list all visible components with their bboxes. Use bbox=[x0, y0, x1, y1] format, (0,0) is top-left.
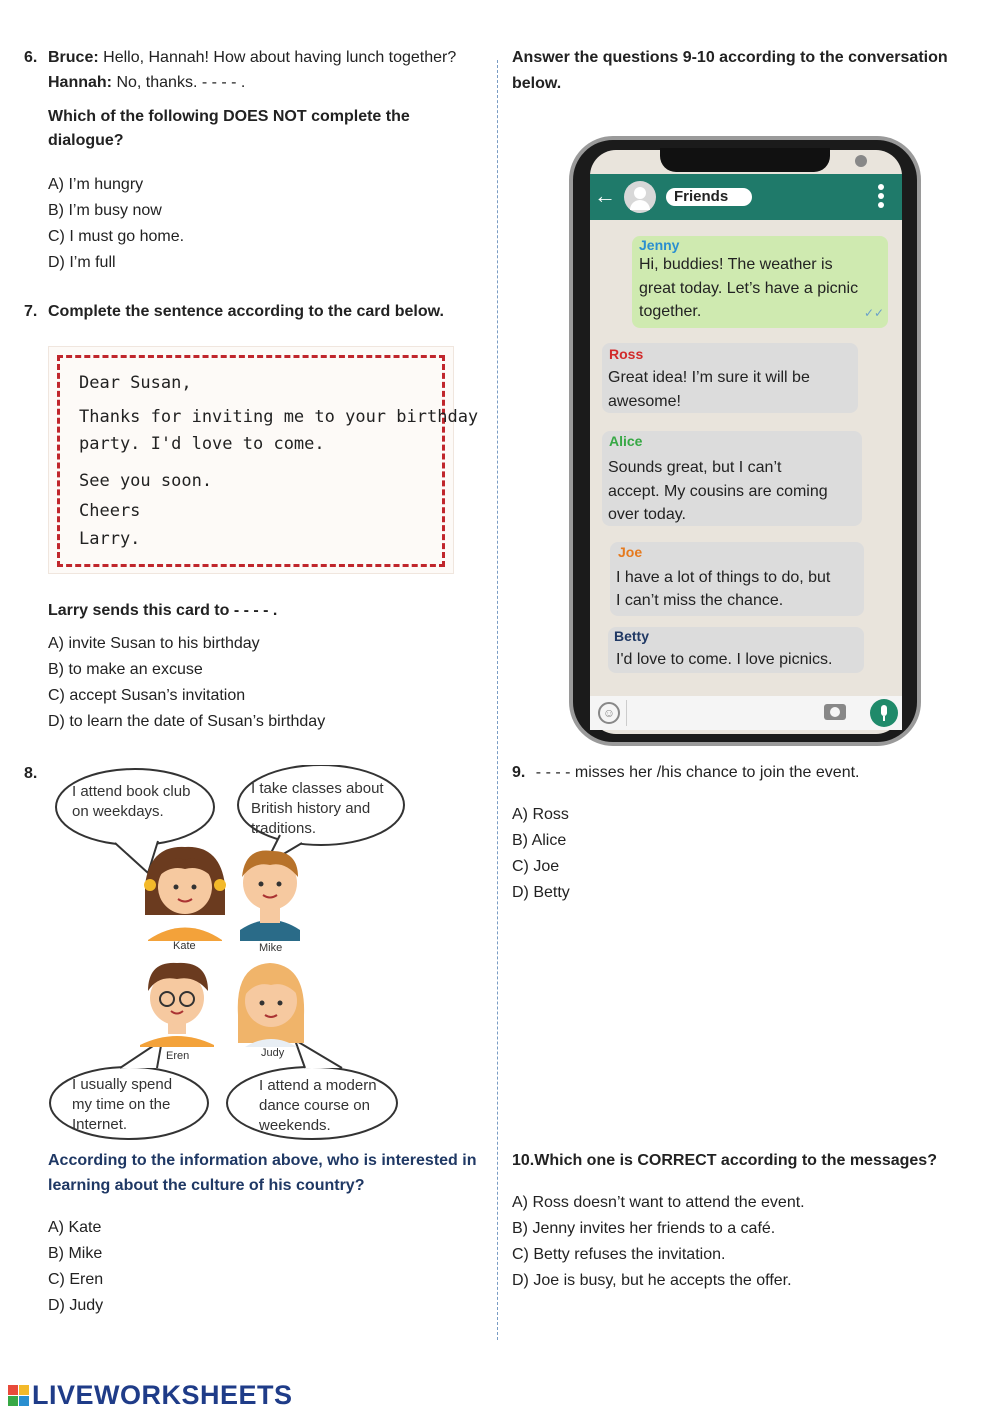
message-alice-name: Alice bbox=[609, 433, 643, 449]
q9-option-a[interactable]: A) Ross bbox=[512, 806, 569, 823]
judy-speech-line1: I attend a modern bbox=[259, 1077, 377, 1094]
mike-speech-line2: British history and bbox=[251, 800, 371, 817]
q6-dialogue-line1 bbox=[48, 46, 456, 70]
eren-name: Eren bbox=[166, 1050, 190, 1062]
q9-option-c[interactable]: C) Joe bbox=[512, 858, 560, 875]
q9-option-d[interactable]: D) Betty bbox=[512, 884, 570, 901]
microphone-icon[interactable] bbox=[870, 699, 898, 727]
q6-option-b[interactable]: B) I’m busy now bbox=[48, 202, 162, 219]
menu-dots-icon[interactable] bbox=[878, 184, 886, 208]
q6-question-line1: Which of the following DOES NOT complete the bbox=[48, 108, 410, 125]
emoji-icon[interactable]: ☺ bbox=[598, 702, 620, 724]
q6-line2: No, thanks. - - - - . bbox=[116, 74, 246, 91]
eren-speech-line2: my time on the bbox=[72, 1096, 171, 1113]
q7-option-d[interactable]: D) to learn the date of Susan’s birthday bbox=[48, 713, 326, 730]
q6-option-a[interactable]: A) I’m hungry bbox=[48, 176, 144, 193]
q9-question: - - - - misses her /his chance to join the event. bbox=[535, 764, 860, 781]
q6-option-d[interactable]: D) I’m full bbox=[48, 254, 116, 271]
q7-option-b[interactable]: B) to make an excuse bbox=[48, 661, 203, 678]
message-ross-line2: awesome! bbox=[608, 393, 681, 410]
message-jenny-line2: great today. Let’s have a picnic bbox=[639, 280, 859, 297]
phone-notch bbox=[660, 148, 830, 172]
q7-question: Larry sends this card to - - - - . bbox=[48, 602, 278, 619]
mike-avatar bbox=[240, 851, 300, 941]
q6-speaker2: Hannah: bbox=[48, 74, 112, 91]
judy-avatar bbox=[238, 963, 304, 1047]
q8-option-a[interactable]: A) Kate bbox=[48, 1219, 102, 1236]
q8-option-b[interactable]: B) Mike bbox=[48, 1245, 103, 1262]
message-joe-line1: I have a lot of things to do, but bbox=[616, 569, 831, 586]
message-joe-line2: I can’t miss the chance. bbox=[616, 592, 784, 609]
q10-option-c[interactable]: C) Betty refuses the invitation. bbox=[512, 1246, 726, 1263]
message-alice-line1: Sounds great, but I can’t bbox=[608, 459, 782, 476]
liveworksheets-logo-icon bbox=[8, 1385, 30, 1407]
kate-speech-line1: I attend book club bbox=[72, 783, 191, 800]
card-greeting: Dear Susan, bbox=[79, 373, 192, 393]
chat-input-bar[interactable] bbox=[590, 696, 902, 730]
eren-speech-line1: I usually spend bbox=[72, 1076, 173, 1093]
judy-name: Judy bbox=[261, 1047, 285, 1059]
q6-option-c[interactable]: C) I must go home. bbox=[48, 228, 185, 245]
message-jenny-line1: Hi, buddies! The weather is bbox=[639, 256, 833, 273]
message-ross-name: Ross bbox=[609, 346, 644, 362]
card-body-line1: Thanks for inviting me to your birthday bbox=[79, 407, 479, 427]
kate-speech-line2: on weekdays. bbox=[72, 803, 164, 820]
mike-name: Mike bbox=[259, 942, 283, 954]
judy-speech-line3: weekends. bbox=[259, 1117, 331, 1134]
message-jenny-line3: together. bbox=[639, 303, 702, 320]
q8-option-d[interactable]: D) Judy bbox=[48, 1297, 104, 1314]
right-intro-line2: below. bbox=[512, 75, 562, 92]
mike-speech-line1: I take classes about bbox=[251, 780, 384, 797]
message-alice-line2: accept. My cousins are coming bbox=[608, 483, 828, 500]
q6-number: 6. bbox=[24, 49, 38, 66]
judy-speech-line2: dance course on bbox=[259, 1097, 370, 1114]
q7-title: Complete the sentence according to the card below. bbox=[48, 303, 444, 320]
card-closing1: See you soon. bbox=[79, 471, 213, 491]
q10-option-a[interactable]: A) Ross doesn’t want to attend the event. bbox=[512, 1194, 805, 1211]
liveworksheets-logo[interactable]: LIVEWORKSHEETS bbox=[32, 1380, 293, 1410]
kate-avatar bbox=[144, 847, 226, 941]
q8-question-line2: learning about the culture of his country? bbox=[48, 1177, 365, 1194]
q6-dialogue-line2 bbox=[48, 71, 245, 95]
camera-icon[interactable] bbox=[824, 704, 846, 720]
input-divider bbox=[626, 700, 627, 726]
q7-option-c[interactable]: C) accept Susan’s invitation bbox=[48, 687, 246, 704]
mike-speech-line3: traditions. bbox=[251, 820, 317, 837]
group-name[interactable]: Friends bbox=[666, 188, 752, 206]
message-betty-name: Betty bbox=[614, 628, 650, 644]
q10-title: 10.Which one is CORRECT according to the messages? bbox=[512, 1152, 937, 1169]
message-joe-name: Joe bbox=[618, 544, 643, 560]
eren-speech-line3: Internet. bbox=[72, 1116, 128, 1133]
kate-name: Kate bbox=[173, 940, 196, 952]
q7-number: 7. bbox=[24, 303, 38, 320]
q8-option-c[interactable]: C) Eren bbox=[48, 1271, 104, 1288]
q9-line bbox=[512, 761, 859, 785]
q8-number: 8. bbox=[24, 765, 38, 782]
column-divider bbox=[497, 60, 498, 1340]
q10-option-b[interactable]: B) Jenny invites her friends to a café. bbox=[512, 1220, 776, 1237]
q8-question-line1: According to the information above, who is interested in bbox=[48, 1152, 477, 1169]
read-ticks-icon: ✓✓ bbox=[864, 306, 885, 320]
card-signature: Larry. bbox=[79, 529, 141, 549]
q6-question-line2: dialogue? bbox=[48, 132, 124, 149]
q6-line1: Hello, Hannah! How about having lunch together? bbox=[103, 49, 457, 66]
q10-option-d[interactable]: D) Joe is busy, but he accepts the offer. bbox=[512, 1272, 792, 1289]
camera-dot bbox=[855, 155, 867, 167]
message-ross-line1: Great idea! I’m sure it will be bbox=[608, 369, 810, 386]
message-alice-line3: over today. bbox=[608, 506, 686, 523]
card-closing2: Cheers bbox=[79, 501, 141, 521]
q6-speaker1: Bruce: bbox=[48, 49, 99, 66]
message-jenny-name: Jenny bbox=[639, 237, 680, 253]
back-arrow-icon[interactable]: ← bbox=[594, 183, 616, 208]
q9-option-b[interactable]: B) Alice bbox=[512, 832, 567, 849]
q9-number: 9. bbox=[512, 764, 526, 781]
message-betty-line1: I'd love to come. I love picnics. bbox=[616, 651, 833, 668]
card-body-line2: party. I'd love to come. bbox=[79, 434, 325, 454]
right-intro-line1: Answer the questions 9-10 according to the conversation bbox=[512, 49, 948, 66]
eren-avatar bbox=[140, 963, 214, 1047]
group-avatar-icon[interactable] bbox=[624, 181, 656, 213]
q7-option-a[interactable]: A) invite Susan to his birthday bbox=[48, 635, 260, 652]
